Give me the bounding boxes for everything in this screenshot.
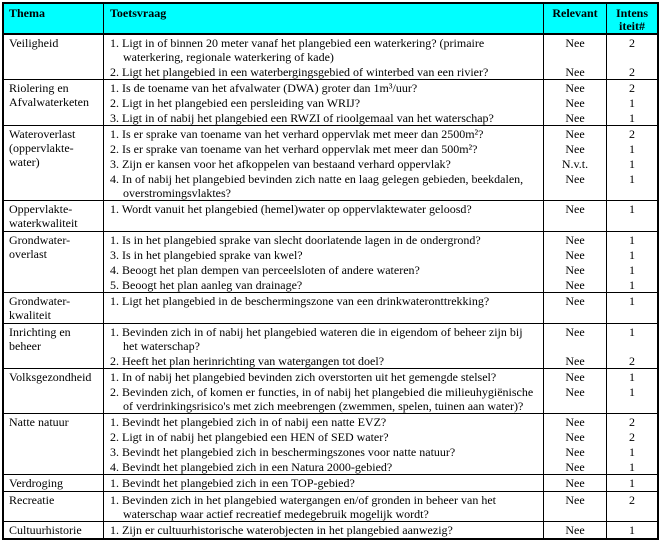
questions-area xyxy=(104,475,657,491)
thema-label: Veiligheid xyxy=(4,35,104,79)
intensity-value: 2 xyxy=(606,126,657,141)
question-text: 1. Ligt het plangebied in de beschermingszone van een drinkwateronttrekking? xyxy=(110,294,490,308)
column-header-toetsvraag: Toetsvraag xyxy=(110,6,167,20)
relevant-value: Nee xyxy=(543,110,606,125)
table-row xyxy=(4,413,657,474)
question-row xyxy=(104,201,657,231)
relevant-value: Nee xyxy=(543,80,606,95)
relevant-value: Nee xyxy=(543,429,606,444)
thema-label: Grondwater-kwaliteit xyxy=(4,293,104,323)
relevant-value: Nee xyxy=(543,262,606,277)
relevant-value: Nee xyxy=(543,35,606,64)
questions-area xyxy=(104,232,657,292)
relevant-value: Nee xyxy=(543,444,606,459)
column-header-thema: Thema xyxy=(4,4,104,33)
intensity-value: 2 xyxy=(606,492,657,521)
question-text: 4. In of nabij het plangebied bevinden zich natte en laag gelegen gebieden, beekdalen, overstromingsvlaktes? xyxy=(110,172,524,200)
question-text: 3. Bevindt het plangebied zich in beschermingszones voor natte natuur? xyxy=(110,445,456,459)
relevant-value: Nee xyxy=(543,95,606,110)
question-row xyxy=(104,492,657,521)
table-row xyxy=(4,491,657,521)
relevant-value: N.v.t. xyxy=(543,156,606,171)
thema-label: Inrichting en beheer xyxy=(4,324,104,368)
question-row xyxy=(104,35,657,64)
question-text: 2. Is er sprake van toename van het verhard oppervlak met meer dan 500m²? xyxy=(110,142,478,156)
question-row xyxy=(104,171,657,200)
thema-label: Natte natuur xyxy=(4,414,104,474)
question-text: 4. Bevindt het plangebied zich in een Natura 2000-gebied? xyxy=(110,460,393,474)
relevant-value: Nee xyxy=(543,369,606,384)
questions-area xyxy=(104,126,657,200)
relevant-value: Nee xyxy=(543,201,606,231)
intensity-value: 1 xyxy=(606,95,657,110)
table-row xyxy=(4,323,657,368)
intensity-value: 1 xyxy=(606,369,657,384)
question-row xyxy=(104,141,657,156)
questions-area xyxy=(104,522,657,538)
question-text: 2. Bevinden zich, of komen er functies, in of nabij het plangebied die milieuhygiënische of verdrinkingsrisico's met zich meebrengen (zwemmen, spelen, tuinen aan water)? xyxy=(110,385,534,413)
relevant-value: Nee xyxy=(543,141,606,156)
question-row xyxy=(104,80,657,95)
question-text: 3. Ligt in of nabij het plangebied een RWZI of rioolgemaal van het waterschap? xyxy=(110,111,494,125)
thema-label: Verdroging xyxy=(4,475,104,491)
question-text: 1. Wordt vanuit het plangebied (hemel)water op oppervlaktewater geloosd? xyxy=(110,202,472,216)
intensity-value: 1 xyxy=(606,262,657,277)
relevant-value: Nee xyxy=(543,64,606,79)
question-row xyxy=(104,353,657,368)
questions-area xyxy=(104,201,657,231)
relevant-value: Nee xyxy=(543,492,606,521)
table-row xyxy=(4,474,657,491)
question-row xyxy=(104,293,657,323)
question-row xyxy=(104,156,657,171)
question-text: 3. Is in het plangebied sprake van kwel? xyxy=(110,248,303,262)
question-text: 1. Bevinden zich in het plangebied watergangen en/of gronden in beheer van het waterschap waar actief recreatief medegebruik mogelijk wordt? xyxy=(110,493,496,521)
relevant-value: Nee xyxy=(543,353,606,368)
table-row xyxy=(4,200,657,231)
question-row xyxy=(104,369,657,384)
table-header-row xyxy=(4,4,657,34)
questions-area xyxy=(104,80,657,125)
question-text: 3. Zijn er kansen voor het afkoppelen van bestaand verhard oppervlak? xyxy=(110,157,451,171)
question-text: 1. Zijn er cultuurhistorische waterobjecten in het plangebied aanwezig? xyxy=(110,523,453,537)
question-row xyxy=(104,126,657,141)
question-row xyxy=(104,459,657,474)
question-text: 2. Ligt in het plangebied een persleiding van WRIJ? xyxy=(110,96,361,110)
question-text: 5. Beoogt het plan aanleg van drainage? xyxy=(110,278,303,292)
table-row xyxy=(4,521,657,538)
question-row xyxy=(104,64,657,79)
thema-label: Grondwater-overlast xyxy=(4,232,104,292)
table-row xyxy=(4,292,657,323)
question-text: 1. In of nabij het plangebied bevinden zich overstorten uit het gemengde stelsel? xyxy=(110,370,497,384)
thema-label: Oppervlakte-waterkwaliteit xyxy=(4,201,104,231)
question-row xyxy=(104,429,657,444)
intensity-value: 2 xyxy=(606,429,657,444)
relevant-value: Nee xyxy=(543,324,606,353)
question-text: 2. Ligt het plangebied in een waterbergingsgebied of winterbed van een rivier? xyxy=(110,65,489,79)
questions-area xyxy=(104,35,657,79)
relevant-value: Nee xyxy=(543,414,606,429)
question-row xyxy=(104,522,657,538)
table-row xyxy=(4,79,657,125)
question-text: 1. Is de toename van het afvalwater (DWA) groter dan 1m³/uur? xyxy=(110,81,418,95)
intensity-value: 2 xyxy=(606,64,657,79)
relevant-value: Nee xyxy=(543,171,606,200)
relevant-value: Nee xyxy=(543,247,606,262)
question-text: 2. Ligt in of nabij het plangebied een HEN of SED water? xyxy=(110,430,389,444)
question-text: 1. Bevindt het plangebied zich in een TOP-gebied? xyxy=(110,476,355,490)
question-text: 4. Beoogt het plan dempen van perceelsloten of andere wateren? xyxy=(110,263,420,277)
relevant-value: Nee xyxy=(543,293,606,323)
relevant-value: Nee xyxy=(543,459,606,474)
intensity-value: 1 xyxy=(606,324,657,353)
intensity-value: 2 xyxy=(606,353,657,368)
thema-label: Cultuurhistorie xyxy=(4,522,104,538)
relevant-value: Nee xyxy=(543,384,606,413)
thema-label: Volksgezondheid xyxy=(4,369,104,413)
question-text: 1. Ligt in of binnen 20 meter vanaf het plangebied een waterkering? (primaire waterkering, regionale waterkering of kade) xyxy=(110,36,485,64)
relevant-value: Nee xyxy=(543,277,606,292)
intensity-value: 1 xyxy=(606,201,657,231)
question-row xyxy=(104,247,657,262)
question-text: 1. Bevinden zich in of nabij het plangebied wateren die in eigendom of beheer zijn bij het waterschap? xyxy=(110,325,523,353)
table-row xyxy=(4,34,657,79)
question-text: 2. Heeft het plan herinrichting van watergangen tot doel? xyxy=(110,354,385,368)
relevant-value: Nee xyxy=(543,522,606,538)
table-row xyxy=(4,368,657,413)
question-row xyxy=(104,414,657,429)
intensity-value: 1 xyxy=(606,141,657,156)
question-row xyxy=(104,110,657,125)
intensity-value: 1 xyxy=(606,444,657,459)
intensity-value: 2 xyxy=(606,35,657,64)
question-row xyxy=(104,324,657,353)
question-row xyxy=(104,277,657,292)
column-header-intensiteit-line2: iteit# xyxy=(619,19,645,33)
relevant-value: Nee xyxy=(543,126,606,141)
intensity-value: 2 xyxy=(606,414,657,429)
question-row xyxy=(104,262,657,277)
intensity-value: 1 xyxy=(606,156,657,171)
table-row xyxy=(4,231,657,292)
watertoets-table xyxy=(2,2,659,540)
thema-label: Recreatie xyxy=(4,492,104,521)
question-text: 1. Is er sprake van toename van het verhard oppervlak met meer dan 2500m²? xyxy=(110,127,484,141)
questions-area xyxy=(104,293,657,323)
intensity-value: 1 xyxy=(606,293,657,323)
question-row xyxy=(104,475,657,491)
question-row xyxy=(104,232,657,247)
table-body xyxy=(4,34,657,538)
question-row xyxy=(104,95,657,110)
thema-label: Riolering en Afvalwaterketen xyxy=(4,80,104,125)
intensity-value: 2 xyxy=(606,80,657,95)
question-text: 1. Bevindt het plangebied zich in of nabij een natte EVZ? xyxy=(110,415,387,429)
intensity-value: 1 xyxy=(606,384,657,413)
question-row xyxy=(104,384,657,413)
questions-area xyxy=(104,324,657,368)
column-header-intensiteit-line1: Intens xyxy=(615,6,648,20)
question-text: 1. Is in het plangebied sprake van slecht doorlatende lagen in de ondergrond? xyxy=(110,233,481,247)
intensity-value: 1 xyxy=(606,475,657,491)
questions-area xyxy=(104,492,657,521)
thema-label: Wateroverlast (oppervlakte-water) xyxy=(4,126,104,200)
question-row xyxy=(104,444,657,459)
column-header-intensiteit xyxy=(606,4,657,33)
relevant-value: Nee xyxy=(543,475,606,491)
table-row xyxy=(4,125,657,200)
intensity-value: 1 xyxy=(606,277,657,292)
intensity-value: 1 xyxy=(606,459,657,474)
questions-area xyxy=(104,414,657,474)
intensity-value: 1 xyxy=(606,171,657,200)
intensity-value: 1 xyxy=(606,247,657,262)
intensity-value: 1 xyxy=(606,522,657,538)
relevant-value: Nee xyxy=(543,232,606,247)
questions-area xyxy=(104,369,657,413)
intensity-value: 1 xyxy=(606,110,657,125)
intensity-value: 1 xyxy=(606,232,657,247)
column-header-relevant: Relevant xyxy=(543,4,606,33)
